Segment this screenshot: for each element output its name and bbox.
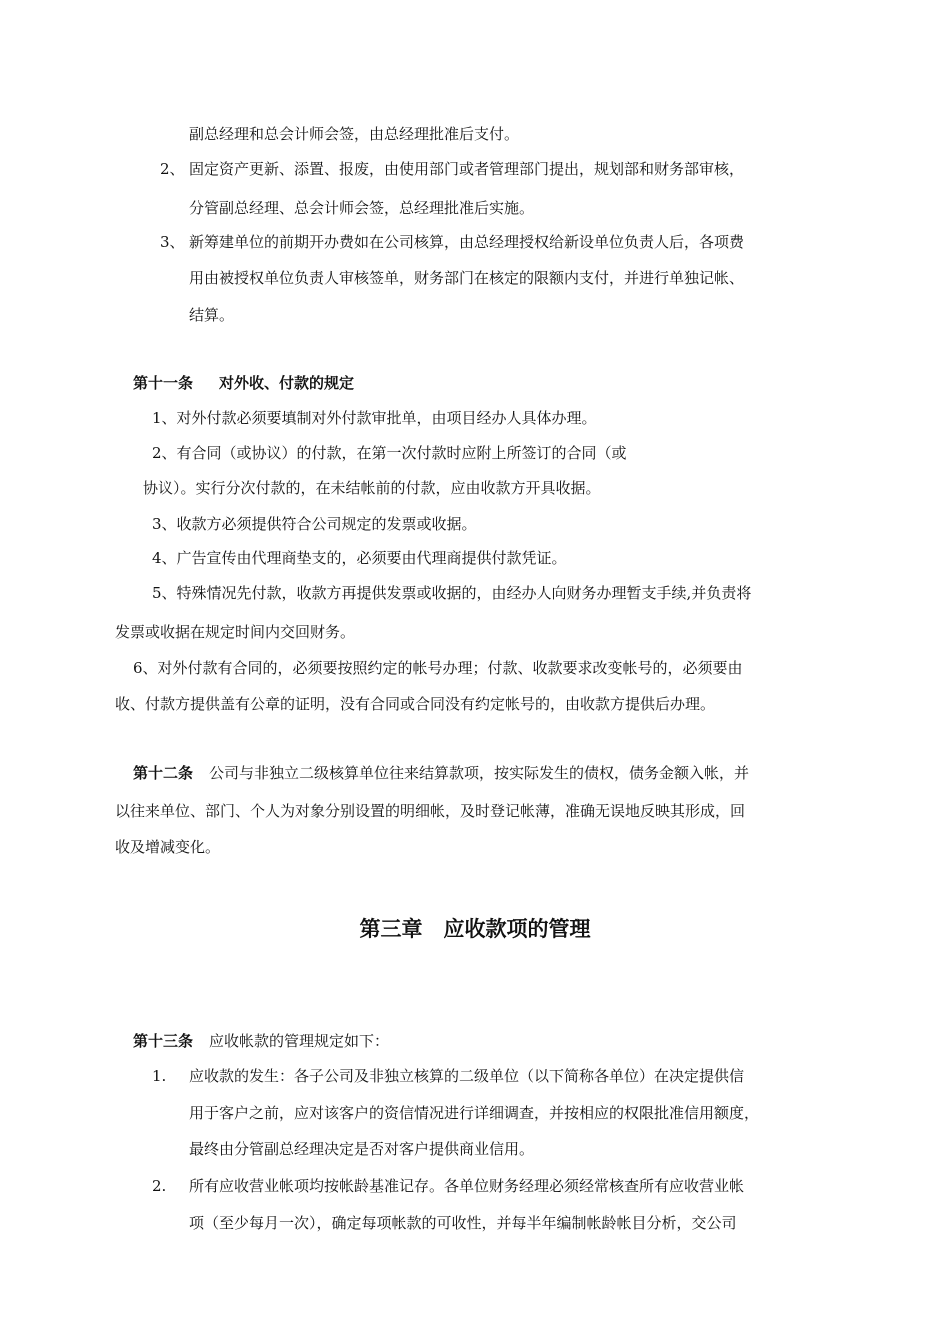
list-number: 3、 <box>160 233 185 251</box>
paragraph-line: 公司与非独立二级核算单位往来结算款项，按实际发生的债权，债务金额入帐，并 <box>209 764 750 782</box>
article-label: 第十三条 <box>133 1032 194 1050</box>
paragraph-line: 2、有合同（或协议）的付款，在第一次付款时应附上所签订的合同（或 <box>152 444 627 462</box>
paragraph-line: 6、对外付款有合同的，必须要按照约定的帐号办理；付款、收款要求改变帐号的，必须要由 <box>133 659 743 677</box>
paragraph-line: 收、付款方提供盖有公章的证明，没有合同或合同没有约定帐号的，由收款方提供后办理。 <box>115 695 716 713</box>
paragraph-line: 以往来单位、部门、个人为对象分别设置的明细帐，及时登记帐薄，准确无误地反映其形成，回 <box>115 802 746 820</box>
paragraph-line: 最终由分管副总经理决定是否对客户提供商业信用。 <box>189 1140 535 1158</box>
paragraph-line: 结算。 <box>189 306 235 324</box>
article-heading <box>133 373 354 393</box>
article-title: 对外收、付款的规定 <box>219 374 355 392</box>
paragraph-line: 协议）。实行分次付款的，在未结帐前的付款，应由收款方开具收据。 <box>143 479 601 497</box>
paragraph-line: 5、特殊情况先付款，收款方再提供发票或收据的，由经办人向财务办理暂支手续,并负责将 <box>152 584 752 602</box>
article-heading <box>133 1031 389 1051</box>
paragraph-line: 用于客户之前，应对该客户的资信情况进行详细调查，并按相应的权限批准信用额度， <box>189 1104 760 1122</box>
list-number: 1. <box>152 1067 167 1085</box>
paragraph-line: 发票或收据在规定时间内交回财务。 <box>115 623 356 641</box>
paragraph-line: 分管副总经理、总会计师会签，总经理批准后实施。 <box>189 199 535 217</box>
article-label: 第十二条 <box>133 764 194 782</box>
paragraph-line: 3、收款方必须提供符合公司规定的发票或收据。 <box>152 515 477 533</box>
article-label: 第十一条 <box>133 374 194 392</box>
paragraph-line: 1、对外付款必须要填制对外付款审批单，由项目经办人具体办理。 <box>152 409 597 427</box>
paragraph-line: 应收款的发生：各子公司及非独立核算的二级单位（以下简称各单位）在决定提供信 <box>189 1067 745 1085</box>
paragraph-line: 副总经理和总会计师会签，由总经理批准后支付。 <box>189 125 520 143</box>
list-number: 2、 <box>160 160 185 178</box>
paragraph-line: 新筹建单位的前期开办费如在公司核算，由总经理授权给新设单位负责人后，各项费 <box>189 233 745 251</box>
paragraph-line: 固定资产更新、添置、报废，由使用部门或者管理部门提出，规划部和财务部审核， <box>189 160 745 178</box>
paragraph-line: 所有应收营业帐项均按帐龄基准记存。各单位财务经理必须经常核查所有应收营业帐 <box>189 1177 745 1195</box>
list-number: 2. <box>152 1177 167 1195</box>
article-heading <box>133 763 749 783</box>
chapter-title: 第三章 应收款项的管理 <box>359 917 591 941</box>
paragraph-line: 项（至少每月一次），确定每项帐款的可收性，并每半年编制帐龄帐目分析，交公司 <box>189 1214 737 1232</box>
paragraph-line: 应收帐款的管理规定如下： <box>209 1032 390 1050</box>
paragraph-line: 4、广告宣传由代理商垫支的，必须要由代理商提供付款凭证。 <box>152 549 567 567</box>
paragraph-line: 用由被授权单位负责人审核签单，财务部门在核定的限额内支付，并进行单独记帐、 <box>189 269 745 287</box>
paragraph-line: 收及增减变化。 <box>115 838 221 856</box>
